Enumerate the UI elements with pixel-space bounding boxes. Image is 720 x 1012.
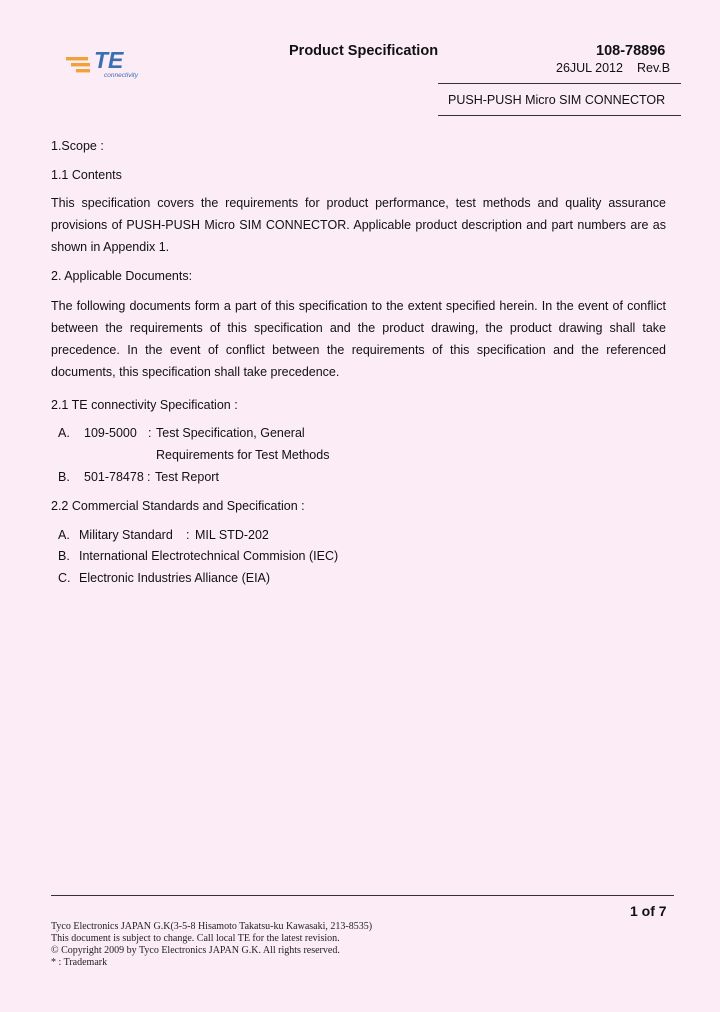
te-spec-item-separator: : [148,426,152,440]
footer-trademark-note: * : Trademark [51,957,108,968]
commercial-item-text: International Electrotechnical Commision (IEC) [79,549,339,563]
commercial-item-letter: B. [58,549,70,563]
applicable-documents-heading: 2. Applicable Documents: [51,269,193,283]
te-spec-item-letter: A. [58,426,70,440]
page-number: 1 of 7 [630,903,667,919]
document-title: Product Specification [289,43,439,59]
te-spec-item-code: 109-5000 [84,426,137,440]
commercial-item-separator: : [186,528,190,542]
header-divider-top [438,83,681,84]
document-subtitle: PUSH-PUSH Micro SIM CONNECTOR [448,93,666,107]
footer-change-notice: This document is subject to change. Call local TE for the latest revision. [51,933,340,944]
te-spec-item-text-continued: Requirements for Test Methods [156,448,330,462]
commercial-item-text: Military Standard [79,528,173,542]
te-connectivity-logo [66,48,152,80]
footer-divider [51,895,674,896]
commercial-item-value: MIL STD-202 [195,528,269,542]
te-spec-item-letter: B. [58,470,70,484]
document-revision: Rev.B [637,61,671,75]
footer-company-line: Tyco Electronics JAPAN G.K(3-5-8 Hisamoto Takatsu-ku Kawasaki, 213-8535) [51,921,373,932]
commercial-item-letter: A. [58,528,70,542]
te-spec-item-separator: : [147,470,151,484]
te-spec-item-text: Test Specification, General [156,426,305,440]
te-spec-item-text: Test Report [155,470,219,484]
commercial-item-letter: C. [58,571,71,585]
footer-copyright: © Copyright 2009 by Tyco Electronics JAPAN G.K. All rights reserved. [51,945,340,956]
commercial-item-text: Electronic Industries Alliance (EIA) [79,571,271,585]
logo-subtext: connectivity [104,72,138,79]
logo-text: TE [94,48,124,73]
contents-paragraph: This specification covers the requirements for product performance, test methods and quality assurance provisions of PUSH-PUSH Micro SIM CONNECTOR. Applicable product description and part numbers are as shown in Appendix 1. [51,196,666,254]
contents-heading: 1.1 Contents [51,168,122,182]
scope-heading: 1.Scope : [51,139,104,153]
header-divider-bottom [438,115,681,116]
document-number: 108-78896 [596,43,666,59]
te-spec-item-code: 501-78478 [84,470,144,484]
commercial-standards-heading: 2.2 Commercial Standards and Specification : [51,499,305,513]
document-date: 26JUL 2012 [556,61,623,75]
applicable-documents-paragraph: The following documents form a part of this specification to the extent specified herein. In the event of conflict between the requirements of this specification and the product drawing, the product drawing shall take precedence. In the event of conflict between the requirements of this specification and the referenced documents, this specification shall take precedence. [51,299,666,379]
te-spec-heading: 2.1 TE connectivity Specification : [51,398,238,412]
